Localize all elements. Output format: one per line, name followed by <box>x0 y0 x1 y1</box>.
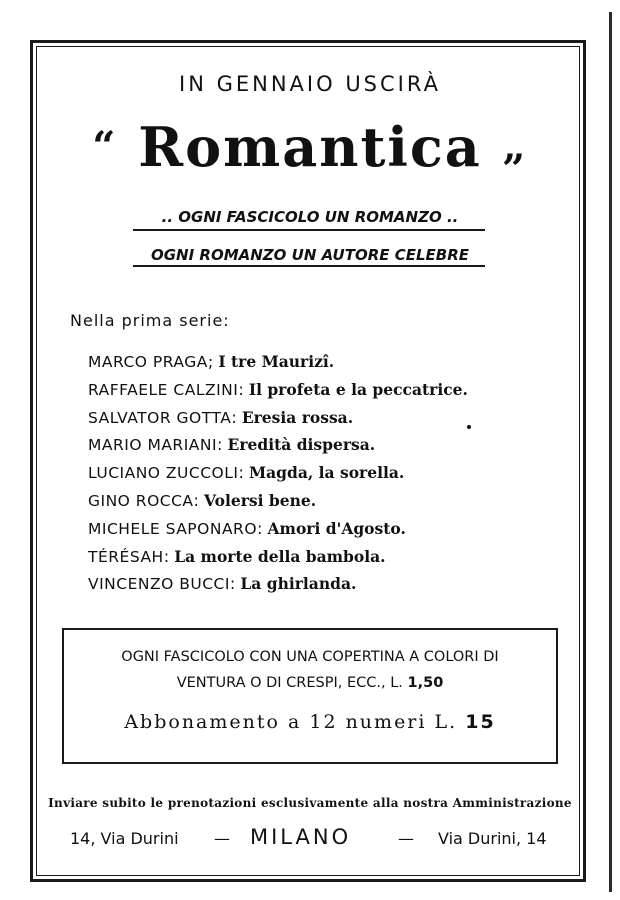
address-dash-left: — <box>214 829 230 848</box>
book-title: Amori d'Agosto. <box>267 518 406 538</box>
book-entry <box>88 350 468 378</box>
book-author: MARIO MARIANI <box>88 436 218 455</box>
book-entry <box>88 489 468 517</box>
book-separator: : <box>238 463 244 483</box>
print-speck <box>467 425 471 429</box>
issue-price: 1,50 <box>407 675 444 691</box>
title-text: Romantica <box>138 115 482 179</box>
book-title: Magda, la sorella. <box>248 463 405 483</box>
book-author: TÉRÉSAH <box>88 547 164 566</box>
book-entry <box>88 378 468 406</box>
order-notice: Inviare subito le prenotazioni esclusivamente alla nostra Amministrazione <box>48 796 572 810</box>
pricing-line-1: OGNI FASCICOLO CON UNA COPERTINA A COLORI DI <box>121 649 499 665</box>
slogan-underline-2 <box>133 265 485 267</box>
slogan-line-1 <box>0 208 620 226</box>
book-title: Eresia rossa. <box>241 407 354 427</box>
address-dash-right: — <box>398 829 414 848</box>
address-city: MILANO <box>250 825 352 849</box>
book-title: La ghirlanda. <box>240 574 357 594</box>
slogan-underline-1 <box>133 229 485 231</box>
title-open-quote: “ <box>92 123 118 170</box>
book-separator: ; <box>207 352 214 371</box>
book-title: I tre Maurizî. <box>218 352 335 371</box>
book-title: La morte della bambola. <box>174 546 386 566</box>
address-right: Via Durini, 14 <box>438 829 547 848</box>
book-separator: : <box>163 546 170 566</box>
subscription-price: 15 <box>465 711 496 733</box>
book-author: VINCENZO BUCCI <box>88 575 230 594</box>
book-separator: : <box>229 574 236 594</box>
book-entry <box>88 461 468 489</box>
book-entry <box>88 433 468 461</box>
pricing-line-2 <box>62 675 558 691</box>
book-title: Volersi bene. <box>204 490 317 510</box>
book-entry <box>88 406 468 434</box>
book-separator: : <box>257 518 263 538</box>
address-left: 14, Via Durini <box>70 829 179 848</box>
book-author: GINO ROCCA <box>88 491 194 510</box>
slogan-line-2 <box>0 246 620 264</box>
book-list <box>88 350 468 600</box>
pricing-line-2-text: VENTURA O DI CRESPI, ECC., L. <box>176 675 403 691</box>
book-title: Eredità dispersa. <box>227 435 376 455</box>
book-entry <box>88 545 468 573</box>
book-author: SALVATOR GOTTA <box>88 408 232 427</box>
book-title: Il profeta e la peccatrice. <box>248 379 468 399</box>
slogan-text-2: OGNI ROMANZO UN AUTORE CELEBRE <box>150 246 470 264</box>
subscription-text: Abbonamento a 12 numeri L. <box>124 711 458 733</box>
book-author: MARCO PRAGA <box>88 353 208 371</box>
book-entry <box>88 572 468 600</box>
slogan-text-1: .. OGNI FASCICOLO UN ROMANZO .. <box>161 208 459 226</box>
book-separator: : <box>193 490 199 510</box>
book-separator: : <box>217 435 223 455</box>
title-close-quote: „ <box>502 123 528 170</box>
series-label: Nella prima serie: <box>70 311 230 330</box>
book-separator: : <box>238 379 244 399</box>
magazine-title <box>0 112 620 182</box>
subscription-line <box>62 711 558 733</box>
book-author: MICHELE SAPONARO <box>88 519 258 538</box>
book-author: LUCIANO ZUCCOLI <box>88 464 239 483</box>
book-entry <box>88 517 468 545</box>
book-separator: : <box>231 407 237 427</box>
announcement-heading: IN GENNAIO USCIRÀ <box>179 72 441 96</box>
book-author: RAFFAELE CALZINI <box>88 380 239 399</box>
